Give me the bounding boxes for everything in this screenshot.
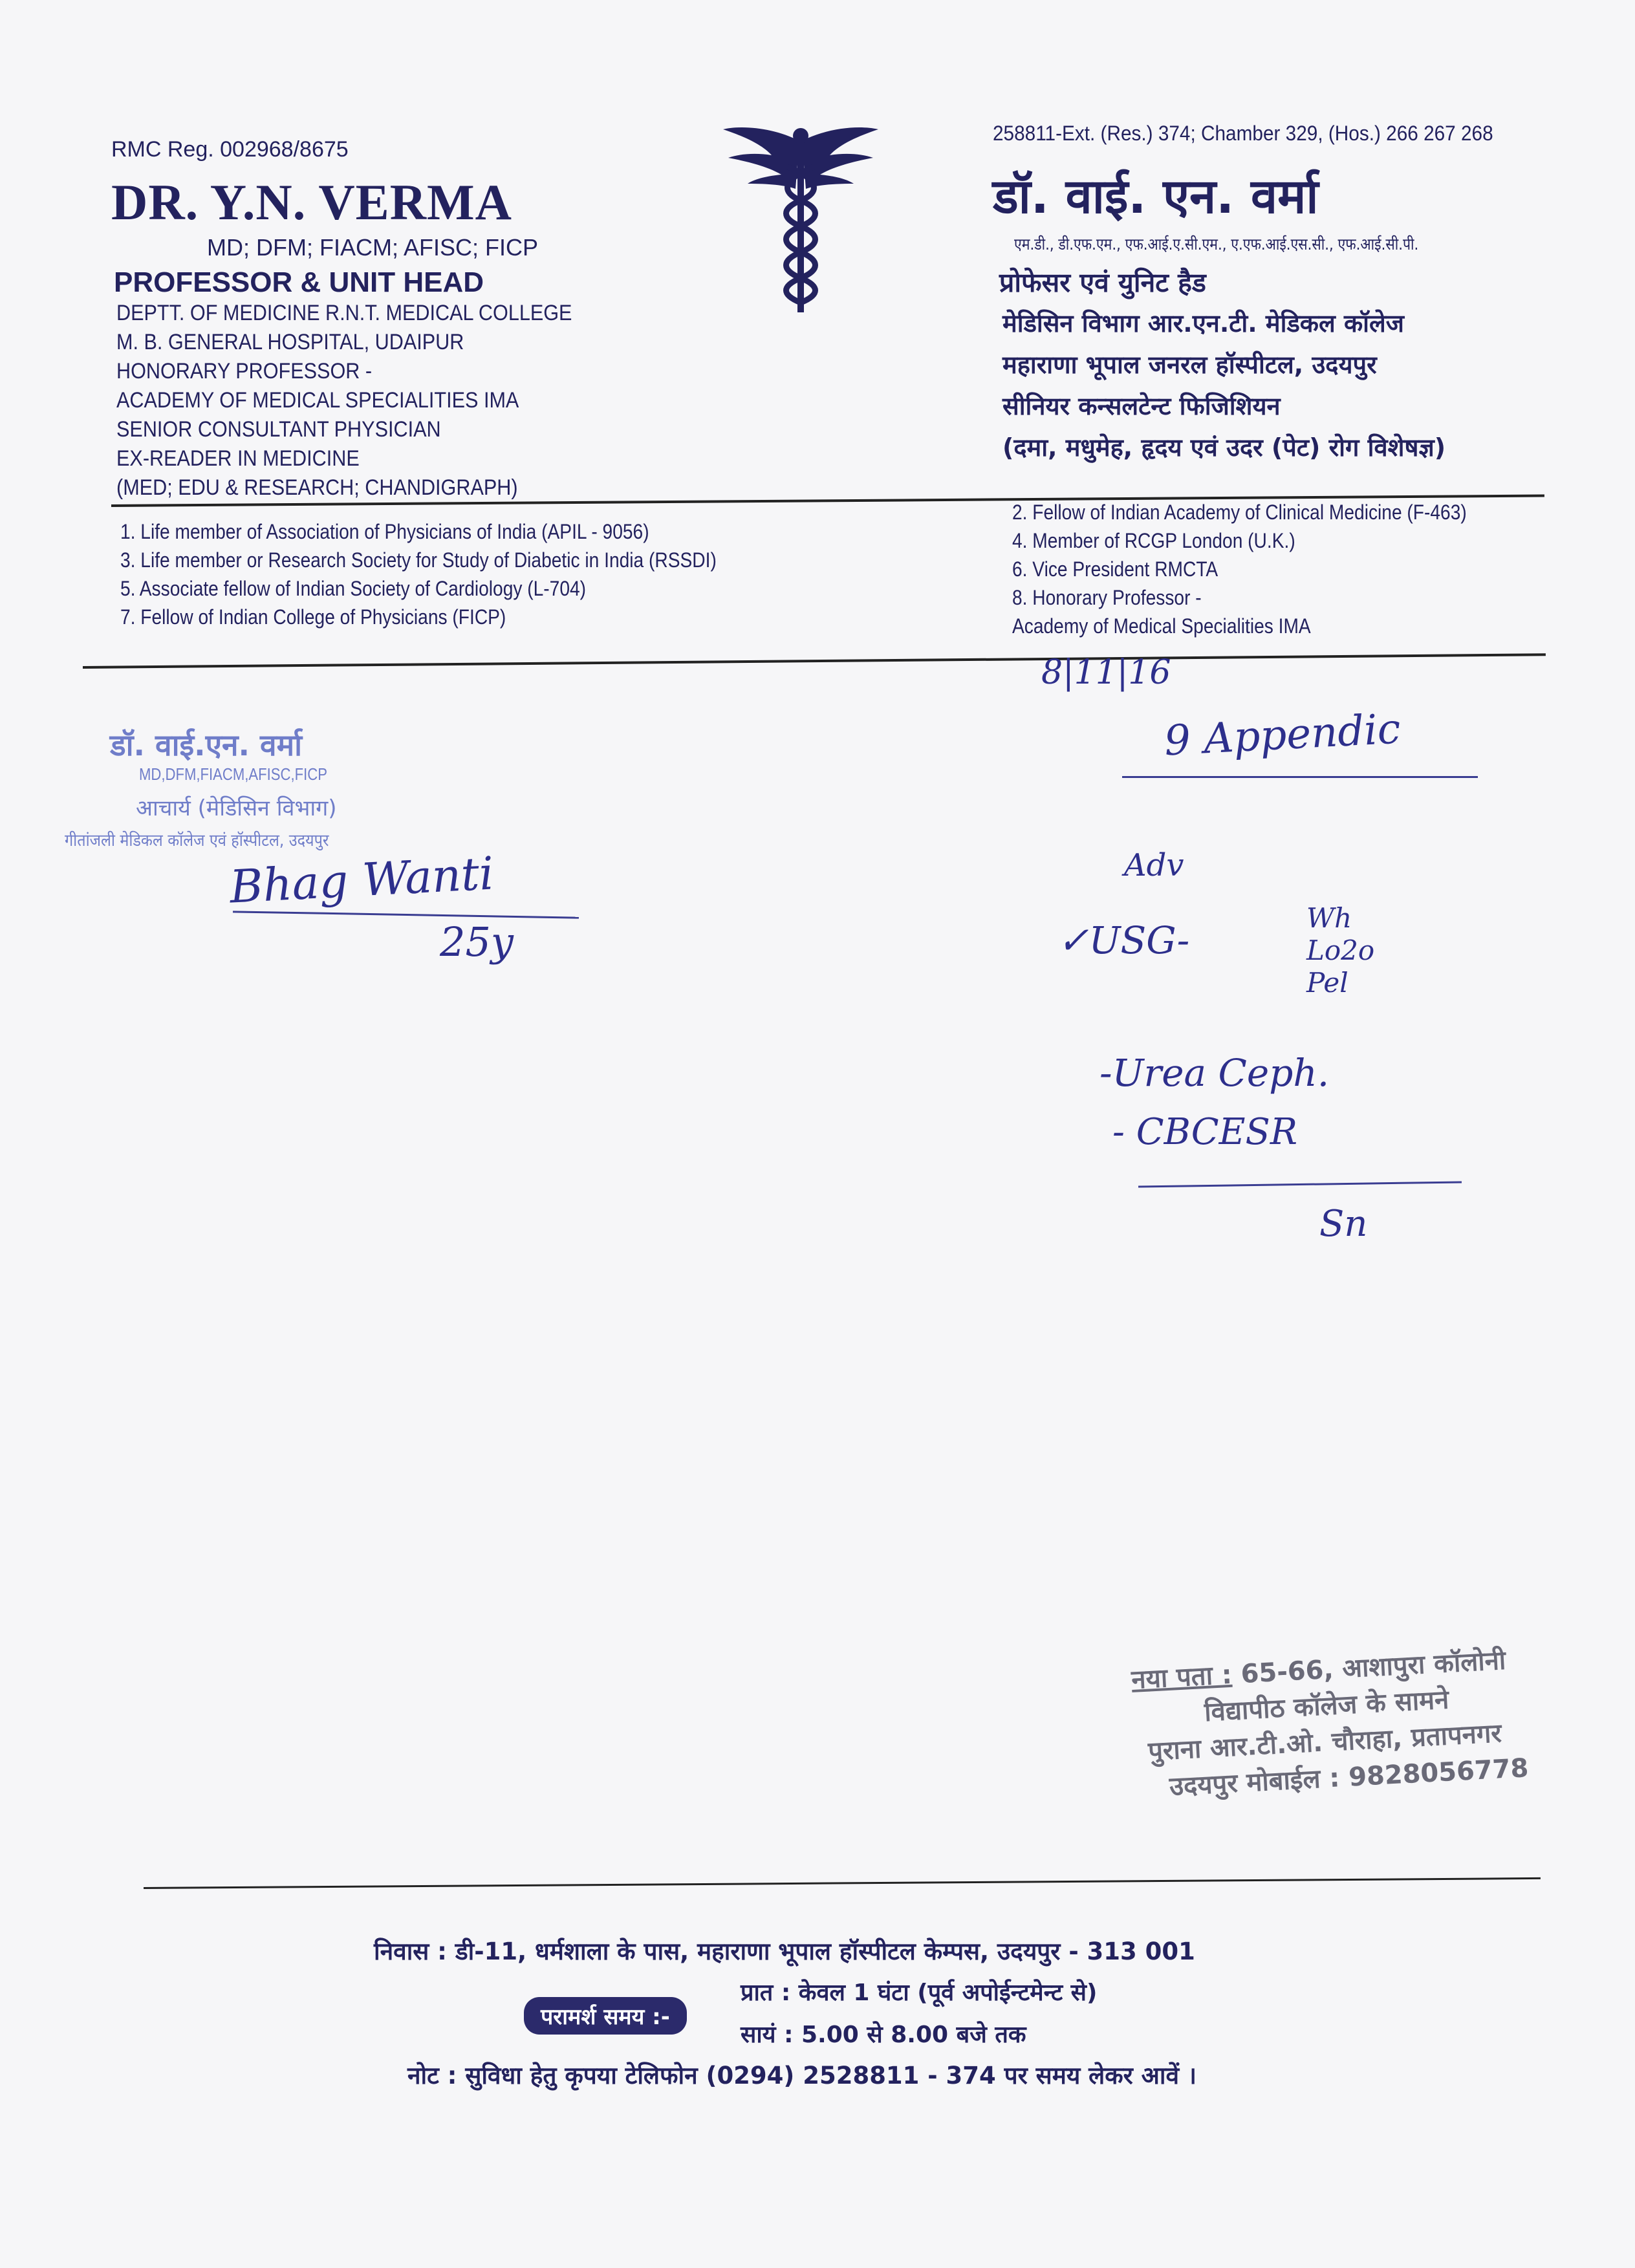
affiliation-line-hindi: महाराणा भूपाल जनरल हॉस्पीटल, उदयपुर bbox=[1002, 351, 1377, 379]
degrees-english: MD; DFM; FIACM; AFISC; FICP bbox=[207, 234, 538, 261]
new-address-label: नया पता : bbox=[1131, 1659, 1233, 1695]
new-address-text: 65-66, आशापुरा कॉलोनी bbox=[1240, 1645, 1507, 1690]
affiliation-line: SENIOR CONSULTANT PHYSICIAN bbox=[116, 417, 441, 442]
investigation-urea: -Urea Ceph. bbox=[1099, 1051, 1330, 1095]
affiliation-line: (MED; EDU & RESEARCH; CHANDIGRAPH) bbox=[116, 475, 518, 500]
memberships-right bbox=[1012, 498, 1467, 640]
membership-item: 1. Life member of Association of Physicians of India (APIL - 9056) bbox=[120, 520, 649, 543]
footer-divider bbox=[144, 1877, 1541, 1889]
membership-item: 3. Life member or Research Society for Study of Diabetic in India (RSSDI) bbox=[120, 548, 717, 572]
memberships-left bbox=[120, 517, 717, 631]
caduceus-logo-icon bbox=[723, 122, 878, 316]
usg-note-line: Pel bbox=[1306, 967, 1348, 999]
complaint-underline bbox=[1122, 776, 1478, 778]
phone-numbers: 258811-Ext. (Res.) 374; Chamber 329, (Hos.) 266 267 268 bbox=[993, 122, 1493, 145]
affiliation-line-hindi: मेडिसिन विभाग आर.एन.टी. मेडिकल कॉलेज bbox=[1002, 309, 1404, 338]
check-mark-icon: ✓ bbox=[1057, 918, 1089, 962]
affiliation-line: DEPTT. OF MEDICINE R.N.T. MEDICAL COLLEGE bbox=[116, 301, 572, 325]
affiliation-line: EX-READER IN MEDICINE bbox=[116, 446, 360, 471]
stamp-degrees: MD,DFM,FIACM,AFISC,FICP bbox=[139, 764, 327, 784]
new-address-stamp bbox=[1131, 1641, 1530, 1806]
usg-text: USG- bbox=[1088, 918, 1190, 962]
advice-label: Adv bbox=[1124, 847, 1184, 883]
doctor-name-english: DR. Y.N. VERMA bbox=[111, 174, 512, 230]
membership-item: 5. Associate fellow of Indian Society of Cardiology (L-704) bbox=[120, 577, 587, 600]
affiliation-line-hindi: (दमा, मधुमेह, हृदय एवं उदर (पेट) रोग विशेषज्ञ) bbox=[1002, 433, 1446, 462]
membership-item: 8. Honorary Professor - bbox=[1012, 586, 1202, 609]
affiliations-hindi bbox=[1002, 303, 1446, 468]
affiliation-line: HONORARY PROFESSOR - bbox=[116, 359, 373, 383]
affiliation-line: ACADEMY OF MEDICAL SPECIALITIES IMA bbox=[116, 388, 519, 413]
prescription-underline bbox=[1138, 1182, 1462, 1188]
membership-item: 7. Fellow of Indian College of Physicians (FICP) bbox=[120, 605, 506, 629]
designation-english: PROFESSOR & UNIT HEAD bbox=[114, 266, 484, 298]
registration-number: RMC Reg. 002968/8675 bbox=[111, 137, 349, 162]
investigation-usg bbox=[1057, 918, 1189, 962]
consultation-time-badge: परामर्श समय :- bbox=[524, 1997, 687, 2035]
complaint: 9 Appendic bbox=[1163, 705, 1402, 766]
affiliations-english bbox=[116, 299, 572, 502]
patient-name-underline bbox=[233, 911, 579, 918]
affiliation-line: M. B. GENERAL HOSPITAL, UDAIPUR bbox=[116, 330, 464, 354]
new-address-line: पुराना आर.टी.ओ. चौराहा, प्रतापनगर bbox=[1147, 1718, 1502, 1767]
stamp-college: गीतांजली मेडिकल कॉलेज एवं हॉस्पीटल, उदयपुर bbox=[65, 831, 329, 850]
residence-address: निवास : डी-11, धर्मशाला के पास, महाराणा भूपाल हॉस्पीटल केम्पस, उदयपुर - 313 001 bbox=[374, 1938, 1195, 1965]
patient-age: 25y bbox=[440, 918, 514, 966]
usg-note bbox=[1306, 902, 1374, 999]
stamp-name: डॉ. वाई.एन. वर्मा bbox=[110, 728, 303, 762]
designation-hindi: प्रोफेसर एवं युनिट हैड bbox=[999, 267, 1206, 298]
visit-date: 8|11|16 bbox=[1041, 653, 1171, 692]
doctor-name-hindi: डॉ. वाई. एन. वर्मा bbox=[993, 169, 1319, 224]
membership-item: 6. Vice President RMCTA bbox=[1012, 557, 1218, 581]
morning-timing: प्रात : केवल 1 घंटा (पूर्व अपोईन्टमेन्ट से) bbox=[741, 1980, 1098, 2006]
membership-item: 4. Member of RCGP London (U.K.) bbox=[1012, 529, 1295, 552]
membership-item: Academy of Medical Specialities IMA bbox=[1012, 614, 1311, 638]
membership-item: 2. Fellow of Indian Academy of Clinical Medicine (F-463) bbox=[1012, 501, 1467, 524]
stamp-title: आचार्य (मेडिसिन विभाग) bbox=[136, 795, 337, 821]
evening-timing: सायं : 5.00 से 8.00 बजे तक bbox=[741, 2022, 1026, 2048]
appointment-note: नोट : सुविधा हेतु कृपया टेलिफोन (0294) 2528811 - 374 पर समय लेकर आवें । bbox=[407, 2062, 1196, 2090]
affiliation-line-hindi: सीनियर कन्सलटेन्ट फिजिशियन bbox=[1002, 392, 1281, 420]
memberships-divider bbox=[83, 653, 1546, 669]
new-address-line: उदयपुर मोबाईल : 9828056778 bbox=[1168, 1753, 1530, 1802]
usg-note-line: Wh bbox=[1306, 902, 1352, 934]
investigation-cbc: - CBCESR bbox=[1112, 1111, 1298, 1153]
degrees-hindi: एम.डी., डी.एफ.एम., एफ.आई.ए.सी.एम., ए.एफ.आई.एस.सी., एफ.आई.सी.पी. bbox=[1014, 235, 1419, 254]
patient-name: Bhag Wanti bbox=[228, 847, 495, 914]
usg-note-line: Lo2o bbox=[1306, 934, 1375, 966]
signature: Sn bbox=[1319, 1203, 1368, 1245]
new-address-line: विद्यापीठ कॉलेज के सामने bbox=[1204, 1685, 1450, 1728]
